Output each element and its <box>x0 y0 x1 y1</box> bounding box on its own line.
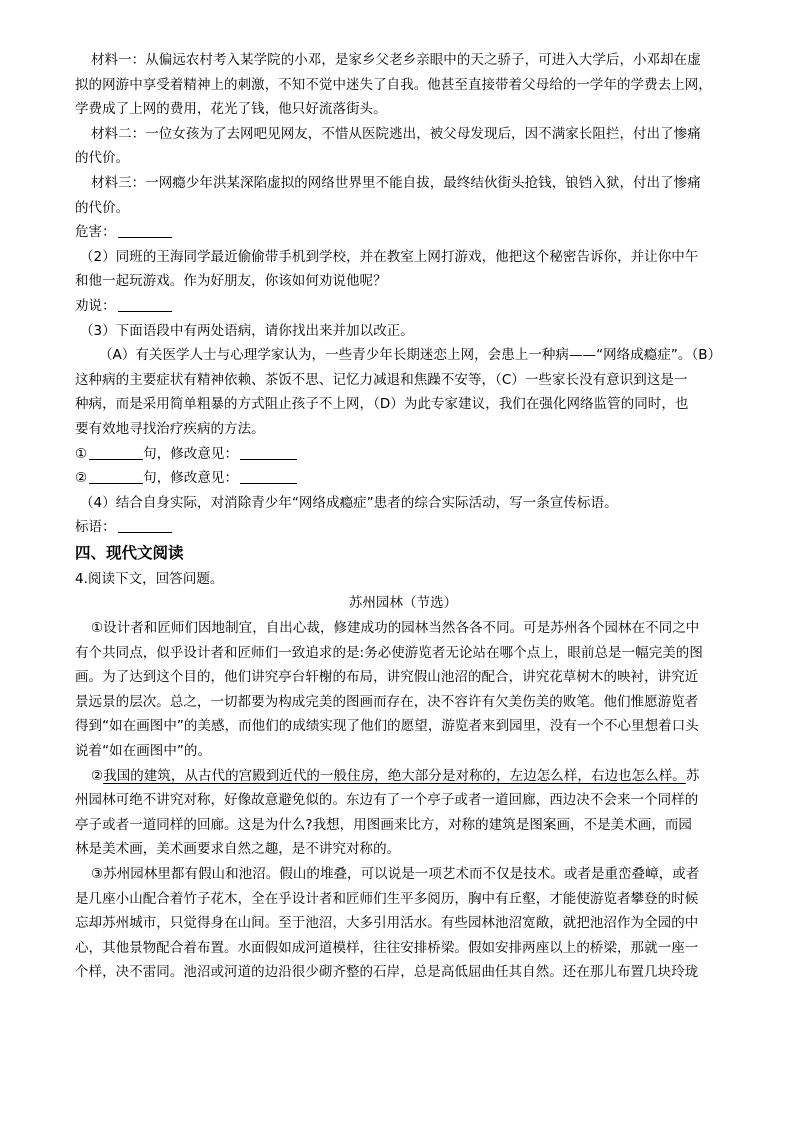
paragraph-2-tail: 苏 <box>685 767 700 784</box>
correction-row-1 <box>75 442 721 467</box>
slogan-label: 标语： <box>75 519 116 536</box>
question-4-line-1: （4）结合自身实际，对消除青少年“网络成瘾症”患者的综合实际活动，写一条宣传标语。 <box>80 494 618 511</box>
article-paragraph-3-line-4: 心，其他景物配合着布置。水面假如成河道模样，往往安排桥梁。假如安排两座以上的桥梁，那就一座一 <box>75 939 699 956</box>
question-2-line-2: 和他一起玩游戏。作为好朋友，你该如何劝说他呢？ <box>75 273 387 290</box>
article-paragraph-3-line-1: ③苏州园林里都有假山和池沼。假山的堆叠，可以说是一项艺术而不仅是技术。或者是重峦叠嶂，或者 <box>91 866 700 882</box>
material-1-line-2: 拟的网游中享受着精神上的刺激，不知不觉中迷失了自我。他甚至直接带着父母给的一学年的学费去上网， <box>75 76 712 93</box>
correction-1-number: ① <box>75 445 88 462</box>
paragraph-2-number: ② <box>91 767 104 784</box>
advice-answer-blank[interactable] <box>118 297 172 312</box>
harm-answer-row <box>75 220 721 245</box>
article-paragraph-1-line-3: 画。为了达到这个目的，他们讲究亭台轩榭的布局，讲究假山池沼的配合，讲究花草树木的映衬，讲究近 <box>75 669 699 686</box>
article-paragraph-2-line-2: 州园林可绝不讲究对称，好像故意避免似的。东边有了一个亭子或者一道回廊，西边决不会来一个同样的 <box>75 792 699 809</box>
material-1-line-1: 材料一：从偏远农村考入某学院的小邓，是家乡父老乡亲眼中的天之骄子，可进入大学后，小邓却在虚 <box>91 52 701 68</box>
correction-1-sentence-blank[interactable] <box>89 445 143 460</box>
article-paragraph-2-line-1 <box>75 764 721 789</box>
article-paragraph-1-line-2: 有个共同点，似乎设计者和匠师们一致追求的是:务必使游览者无论站在哪个点上，眼前总是一幅完美的图 <box>75 644 703 661</box>
material-2-line-1: 材料二：一位女孩为了去网吧见网友，不惜从医院逃出，被父母发现后，因不满家长阻拦，付出了惨痛 <box>91 125 701 142</box>
article-paragraph-1-line-5: 得到“如在画图中”的美感，而他们的成绩实现了他们的愿望，游览者来到园里，没有一个不心里想着口头 <box>75 718 699 735</box>
correction-row-2 <box>75 466 721 491</box>
correction-2-sentence-blank[interactable] <box>89 469 143 484</box>
correction-2-number: ② <box>75 470 88 487</box>
article-paragraph-1-line-6: 说着“如在画图中”的。 <box>75 743 212 760</box>
question-2-line-1: （2）同班的王海同学最近偷偷带手机到学校，并在教室上网打游戏，他把这个秘密告诉你，并让你中午 <box>80 248 699 265</box>
article-paragraph-2-line-3: 亭子或者一道同样的回廊。这是为什么?我想，用图画来比方，对称的建筑是图案画，不是美术画，而园 <box>75 816 692 833</box>
advice-answer-row <box>75 294 721 319</box>
slogan-answer-row <box>75 515 721 540</box>
document-page <box>75 48 721 985</box>
correction-1-label: 句，修改意见： <box>143 445 239 462</box>
article-paragraph-3-line-2: 是几座小山配合着竹子花木，全在乎设计者和匠师们生平多阅历，胸中有丘壑，才能使游览者攀登的时候 <box>75 890 699 907</box>
article-title: 苏州园林（节选） <box>348 595 458 612</box>
question-3-passage-line-2: 这种病的主要症状有精神依赖、茶饭不思、记忆力减退和焦躁不安等，（C）一些家长没有意识到这是一 <box>75 371 688 388</box>
material-3-line-2: 的代价。 <box>75 199 130 216</box>
material-1-line-3: 学费成了上网的费用，花光了钱，他只好流落街头。 <box>75 101 387 118</box>
correction-1-advice-blank[interactable] <box>240 445 297 460</box>
question-3-passage-line-4: 要有效地寻找治疗疾病的方法。 <box>75 420 265 437</box>
slogan-answer-blank[interactable] <box>118 518 172 533</box>
correction-2-advice-blank[interactable] <box>240 469 297 484</box>
reading-intro: 4.阅读下文，回答问题。 <box>75 570 224 587</box>
article-paragraph-2-line-4: 林是美术画，美术画要求自然之趣，是不讲究对称的。 <box>75 841 401 858</box>
question-3-passage-line-1: （A）有关医学人士与心理学家认为，一些青少年长期迷恋上网，会患上一种病——“网络成瘾症”。（B） <box>99 347 722 364</box>
harm-answer-blank[interactable] <box>118 223 172 238</box>
material-3-line-1: 材料三：一网瘾少年洪某深陷虚拟的网络世界里不能自拔，最终结伙街头抢钱，锒铛入狱，付出了惨痛 <box>91 174 701 191</box>
question-3-passage-line-3: 种病，而是采用简单粗暴的方式阻止孩子不上网，（D）为此专家建议，我们在强化网络监管的同时，也 <box>75 396 689 413</box>
underlined-sentence: 我国的建筑，从古代的宫殿到近代的一般住房，绝大部分是对称的，左边怎么样，右边也怎么样。 <box>103 767 686 784</box>
article-paragraph-3-line-3: 忘却苏州城市，只觉得身在山间。至于池沼，大多引用活水。有些园林池沼宽敞，就把池沼作为全园的中 <box>75 915 699 932</box>
harm-label: 危害： <box>75 224 116 241</box>
article-paragraph-1-line-4: 景远景的层次。总之，一切都要为构成完美的图画而存在，决不容许有欠美伤美的败笔。他们惟愿游览者 <box>75 693 699 710</box>
advice-label: 劝说： <box>75 297 116 314</box>
correction-2-label: 句，修改意见： <box>143 470 239 487</box>
article-paragraph-3-line-5: 个样，决不雷同。池沼或河道的边沿很少砌齐整的石岸，总是高低屈曲任其自然。还在那儿布置几块玲珑 <box>75 964 699 981</box>
question-3-line-1: （3）下面语段中有两处语病，请你找出来并加以改正。 <box>80 322 414 339</box>
section-4-title: 四、现代文阅读 <box>75 543 184 562</box>
material-2-line-2: 的代价。 <box>75 150 130 167</box>
article-paragraph-1-line-1: ①设计者和匠师们因地制宜，自出心裁，修建成功的园林当然各各不同。可是苏州各个园林在不同之中 <box>91 620 700 637</box>
